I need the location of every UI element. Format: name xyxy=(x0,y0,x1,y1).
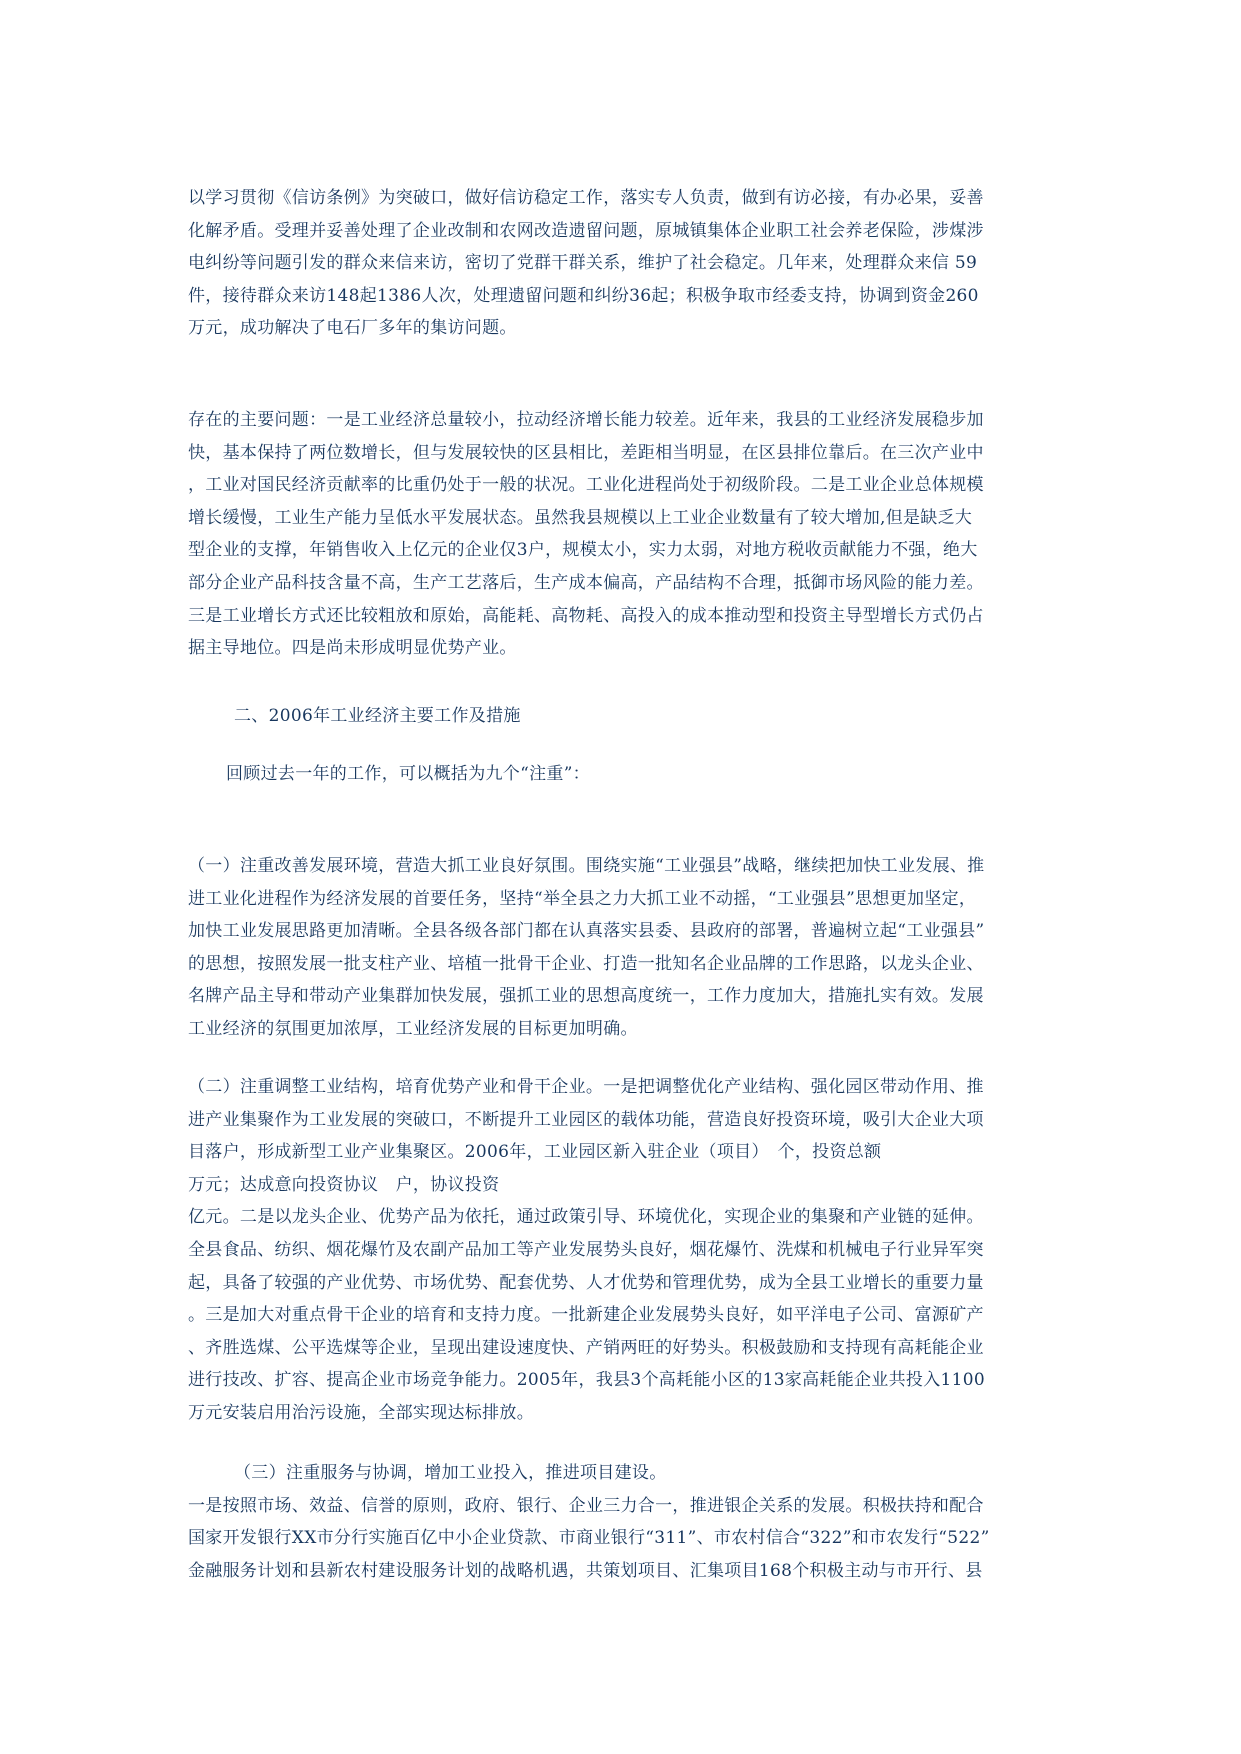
text-line: 三是工业增长方式还比较粗放和原始，高能耗、高物耗、高投入的成本推动型和投资主导型增长方式仍占 xyxy=(188,605,984,626)
text-line: 起，具备了较强的产业优势、市场优势、配套优势、人才优势和管理优势，成为全县工业增长的重要力量 xyxy=(188,1272,984,1293)
text-line: （一）注重改善发展环境，营造大抓工业良好氛围。围绕实施“工业强县”战略，继续把加快工业发展、推 xyxy=(188,856,985,876)
text-line: 进行技改、扩容、提高企业市场竞争能力。2005年，我县3个高耗能小区的13家高耗能企业共投入1100 xyxy=(188,1370,985,1391)
text-line: 全县食品、纺织、烟花爆竹及农副产品加工等产业发展势头良好，烟花爆竹、洗煤和机械电子行业异军突 xyxy=(188,1239,984,1260)
text-line: 一是按照市场、效益、信誉的原则，政府、银行、企业三力合一，推进银企关系的发展。积极扶持和配合 xyxy=(188,1495,984,1516)
text-line: 万元，成功解决了电石厂多年的集访问题。 xyxy=(188,318,517,339)
section-heading-text: 二、2006年工业经济主要工作及措施 xyxy=(234,706,521,726)
text-line: 目落户，形成新型工业产业集聚区。2006年，工业园区新入驻企业（项目） 个，投资总额 xyxy=(188,1142,882,1163)
paragraph-item-three xyxy=(188,1457,1058,1587)
paragraph-main-problems xyxy=(188,404,1058,665)
text-line: （三）注重服务与协调，增加工业投入，推进项目建设。 xyxy=(234,1463,667,1483)
paragraph-item-one xyxy=(188,850,1058,1046)
text-line: 快，基本保持了两位数增长，但与发展较快的区县相比，差距相当明显，在区县排位靠后。在三次产业中 xyxy=(188,442,984,463)
text-line: 部分企业产品科技含量不高，生产工艺落后，生产成本偏高，产品结构不合理，抵御市场风险的能力差。 xyxy=(188,572,984,593)
text-line: 万元安装启用治污设施，全部实现达标排放。 xyxy=(188,1402,534,1423)
text-line: 亿元。二是以龙头企业、优势产品为依托，通过政策引导、环境优化，实现企业的集聚和产业链的延伸。 xyxy=(188,1207,984,1228)
text-line: 加快工业发展思路更加清晰。全县各级各部门都在认真落实县委、县政府的部署，普遍树立起“工业强县” xyxy=(188,921,985,942)
paragraph-petition-work xyxy=(188,182,1058,345)
text-line: 金融服务计划和县新农村建设服务计划的战略机遇，共策划项目、汇集项目168个积极主动与市开行、县 xyxy=(188,1560,983,1581)
section-heading xyxy=(234,700,1104,733)
text-line: 以学习贯彻《信访条例》为突破口，做好信访稳定工作，落实专人负责，做到有访必接，有办必果，妥善 xyxy=(188,188,984,208)
text-line: 回顾过去一年的工作，可以概括为九个“注重”： xyxy=(226,764,590,784)
text-line: 型企业的支撑，年销售收入上亿元的企业仅3户，规模太小，实力太弱，对地方税收贡献能力不强，绝大 xyxy=(188,540,978,561)
text-line: 的思想，按照发展一批支柱产业、培植一批骨干企业、打造一批知名企业品牌的工作思路，以龙头企业、 xyxy=(188,953,984,974)
text-line: 存在的主要问题：一是工业经济总量较小，拉动经济增长能力较差。近年来，我县的工业经济发展稳步加 xyxy=(188,410,984,430)
text-line: 进产业集聚作为工业发展的突破口，不断提升工业园区的载体功能，营造良好投资环境，吸引大企业大项 xyxy=(188,1109,984,1130)
text-line: ，工业对国民经济贡献率的比重仍处于一般的状况。工业化进程尚处于初级阶段。二是工业企业总体规模 xyxy=(188,475,984,496)
text-line: 增长缓慢，工业生产能力呈低水平发展状态。虽然我县规模以上工业企业数量有了较大增加,但是缺乏大 xyxy=(188,507,973,528)
text-line: 化解矛盾。受理并妥善处理了企业改制和农网改造遗留问题，原城镇集体企业职工社会养老保险，涉煤涉 xyxy=(188,220,984,241)
text-line: （二）注重调整工业结构，培育优势产业和骨干企业。一是把调整优化产业结构、强化园区带动作用、推 xyxy=(188,1077,984,1097)
text-line: 件，接待群众来访148起1386人次，处理遗留问题和纠纷36起；积极争取市经委支持，协调到资金260 xyxy=(188,285,979,306)
text-line: 电纠纷等问题引发的群众来信来访，密切了党群干群关系，维护了社会稳定。几年来，处理群众来信 59 xyxy=(188,253,978,274)
paragraph-review-intro xyxy=(226,758,1096,791)
text-line: 。三是加大对重点骨干企业的培育和支持力度。一批新建企业发展势头良好，如平洋电子公司、富源矿产 xyxy=(188,1305,984,1326)
text-line: 据主导地位。四是尚未形成明显优势产业。 xyxy=(188,638,517,659)
text-line: 进工业化进程作为经济发展的首要任务，坚持“举全县之力大抓工业不动摇，“工业强县”思想更加坚定， xyxy=(188,888,977,909)
text-line: 工业经济的氛围更加浓厚，工业经济发展的目标更加明确。 xyxy=(188,1018,638,1039)
text-line: 名牌产品主导和带动产业集群加快发展，强抓工业的思想高度统一，工作力度加大，措施扎实有效。发展 xyxy=(188,986,984,1007)
text-line: 、齐胜选煤、公平选煤等企业，呈现出建设速度快、产销两旺的好势头。积极鼓励和支持现有高耗能企业 xyxy=(188,1337,984,1358)
text-line: 万元；达成意向投资协议 户，协议投资 xyxy=(188,1174,500,1195)
paragraph-item-two xyxy=(188,1071,1058,1430)
text-line: 国家开发银行XX市分行实施百亿中小企业贷款、市商业银行“311”、市农村信合“322”和市农发行“522” xyxy=(188,1528,990,1549)
